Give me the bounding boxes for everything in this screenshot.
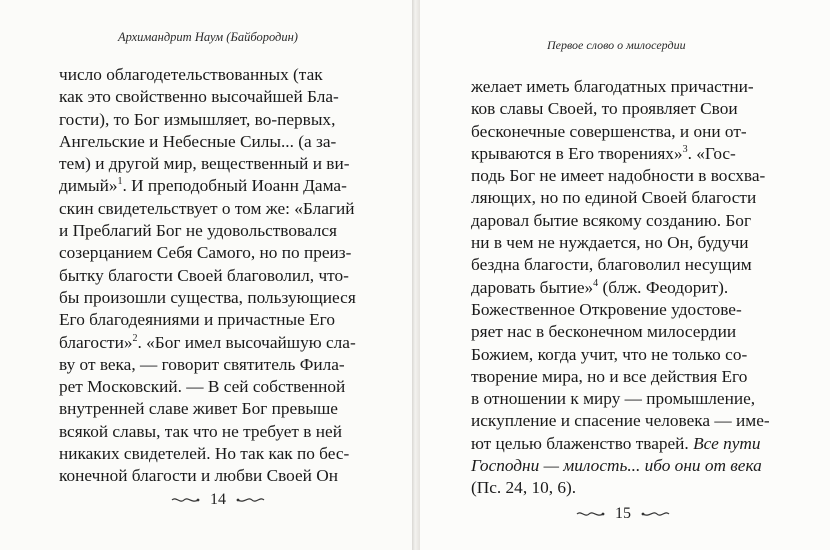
text-segment: Божием, когда учит, что не только со- (471, 344, 748, 364)
left-page (0, 0, 412, 550)
footnote-marker: 4 (593, 277, 599, 289)
text-segment: подь Бог не имеет надобности в восхва- (471, 166, 766, 186)
text-line (59, 265, 356, 287)
text-line (471, 344, 770, 366)
text-line (471, 388, 770, 410)
text-segment: рет Московский. — В сей собственной (59, 377, 346, 397)
page-number-left: 14 (210, 491, 226, 508)
text-line (59, 86, 356, 108)
text-line (471, 321, 770, 343)
text-segment: ют целью блаженство тварей. (471, 433, 694, 453)
text-line (471, 232, 770, 254)
text-line (471, 165, 770, 187)
text-segment: Божественное Откровение удостове- (471, 299, 742, 319)
footnote-marker: 2 (132, 332, 138, 344)
text-line (59, 242, 356, 264)
text-segment: Его благодеяниями и причастные Его (59, 310, 335, 330)
text-segment: даровал бытие всякому созданию. Бог (471, 210, 752, 230)
text-line (59, 332, 356, 354)
text-line (59, 421, 356, 443)
ornament-right-icon (236, 495, 266, 505)
text-segment: никаких свидетелей. Но так как по бес- (59, 444, 350, 464)
text-line (471, 455, 770, 477)
footnote-marker: 3 (682, 144, 688, 156)
text-line (471, 187, 770, 209)
text-line (59, 175, 356, 197)
right-page-text (471, 76, 770, 500)
text-line (59, 465, 356, 487)
text-line (59, 109, 356, 131)
footnote-marker: 1 (117, 176, 123, 188)
text-segment: бездна благости, благоволил несущим (471, 255, 752, 275)
text-segment: (блж. Феодорит). (598, 277, 729, 297)
text-segment: ряет нас в бесконечном милосердии (471, 322, 737, 342)
text-segment: творение мира, но и все действия Его (471, 366, 748, 386)
right-page (420, 0, 830, 550)
text-segment: димый» (59, 176, 118, 196)
text-line (471, 254, 770, 276)
ornament-right-icon (641, 509, 671, 519)
page-number-right: 15 (615, 505, 631, 522)
running-header-right: Первое слово о милосердии (547, 38, 686, 52)
text-line (59, 398, 356, 420)
text-segment: конечной благости и любви Своей Он (59, 466, 338, 486)
text-line (59, 220, 356, 242)
text-segment: желает иметь благодатных причастни- (471, 77, 754, 96)
text-segment: в отношении к миру — промышление, (471, 389, 756, 409)
text-segment: Господни — милость... ибо они от века (471, 456, 762, 476)
text-segment: внутренней славе живет Бог превыше (59, 399, 338, 419)
text-segment: . И преподобный Иоанн Дама- (122, 176, 347, 196)
text-line (471, 299, 770, 321)
text-line (59, 287, 356, 309)
text-segment: благости» (59, 332, 133, 352)
text-line (59, 153, 356, 175)
text-line (59, 376, 356, 398)
page-footer-right (575, 505, 671, 523)
text-line (59, 309, 356, 331)
text-line (471, 143, 770, 165)
text-segment: ву от века, — говорит святитель Фила- (59, 354, 345, 374)
text-line (471, 121, 770, 143)
text-line (471, 98, 770, 120)
text-segment: созерцанием Себя Самого, но по преиз- (59, 243, 352, 263)
text-segment: искупление и спасение человека — име- (471, 411, 770, 431)
text-segment: ни в чем не нуждается, но Он, будучи (471, 233, 749, 253)
text-segment: . «Бог имел высочайшую сла- (137, 332, 356, 352)
ornament-left-icon (170, 495, 200, 505)
text-line (471, 76, 770, 98)
text-line (471, 210, 770, 232)
text-segment: число облагодетельствованных (так (59, 65, 323, 84)
running-header-left: Архимандрит Наум (Байбородин) (118, 30, 298, 44)
scripture-quote-italic: Все пути (693, 433, 761, 453)
text-segment: Ангельские и Небесные Силы... (а за- (59, 131, 337, 151)
text-line (59, 131, 356, 153)
text-line (59, 354, 356, 376)
text-segment: и Преблагий Бог не удовольствовался (59, 221, 337, 241)
text-segment: бы произошли существа, пользующиеся (59, 287, 356, 307)
text-segment: скин свидетельствует о том же: «Благий (59, 198, 355, 218)
text-segment: тем) и другой мир, вещественный и ви- (59, 154, 350, 174)
text-line (59, 64, 356, 86)
text-segment: ков славы Своей, то проявляет Свои (471, 99, 738, 119)
text-segment: гости), то Бог измышляет, во-первых, (59, 109, 336, 129)
page-footer-left (170, 491, 266, 509)
text-line (471, 366, 770, 388)
text-segment: даровать бытие» (471, 277, 594, 297)
text-line (59, 443, 356, 465)
text-line (471, 477, 770, 499)
text-segment: всякой славы, так что не требует в ней (59, 421, 342, 441)
text-segment: как это свойственно высочайшей Бла- (59, 87, 339, 107)
book-gutter (412, 0, 420, 550)
left-page-text (59, 64, 356, 488)
text-segment: бытку благости Своей благоволил, что- (59, 265, 349, 285)
text-line (471, 433, 770, 455)
text-segment: бесконечные совершенства, и они от- (471, 121, 747, 141)
text-line (59, 198, 356, 220)
text-segment: (Пс. 24, 10, 6). (471, 478, 577, 498)
ornament-left-icon (575, 509, 605, 519)
text-segment: . «Гос- (687, 143, 736, 163)
text-line (471, 277, 770, 299)
text-segment: ляющих, но по единой Своей благости (471, 188, 757, 208)
text-line (471, 410, 770, 432)
text-segment: крываются в Его творениях» (471, 143, 683, 163)
